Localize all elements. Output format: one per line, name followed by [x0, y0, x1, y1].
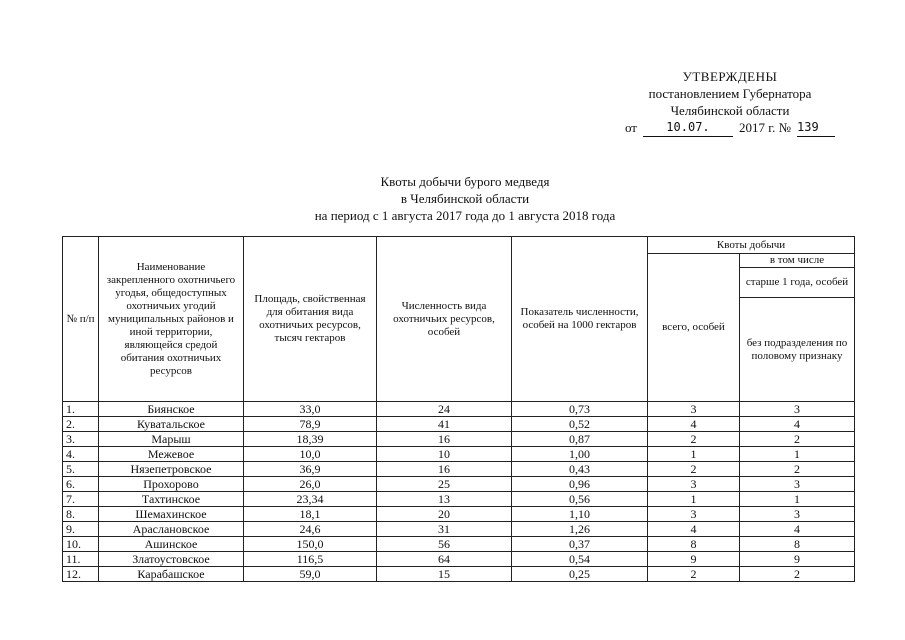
cell-adult: 3: [740, 402, 855, 417]
cell-name: Карабашское: [99, 567, 244, 582]
cell-density: 1,26: [512, 522, 648, 537]
title-line-2: в Челябинской области: [400, 191, 530, 206]
table-row: [63, 462, 855, 477]
cell-count: 64: [377, 552, 512, 567]
cell-adult: 4: [740, 417, 855, 432]
table-row: [63, 522, 855, 537]
header-including: в том числе: [740, 254, 855, 268]
cell-num: 8.: [63, 507, 99, 522]
cell-area: 36,9: [244, 462, 377, 477]
cell-name: Куватальское: [99, 417, 244, 432]
cell-count: 41: [377, 417, 512, 432]
cell-total: 2: [648, 462, 740, 477]
cell-adult: 1: [740, 492, 855, 507]
cell-adult: 1: [740, 447, 855, 462]
cell-num: 2.: [63, 417, 99, 432]
cell-total: 2: [648, 567, 740, 582]
header-name: Наименование закрепленного охотничьего угодья, общедоступных охотничьих угодий муниципальных районов и иной территории, являющейся средой обитания охотничьих ресурсов: [99, 237, 244, 402]
cell-num: 4.: [63, 447, 99, 462]
cell-count: 31: [377, 522, 512, 537]
cell-density: 0,96: [512, 477, 648, 492]
cell-density: 1,00: [512, 447, 648, 462]
cell-area: 33,0: [244, 402, 377, 417]
cell-area: 78,9: [244, 417, 377, 432]
approval-number: 139: [797, 119, 835, 137]
cell-count: 13: [377, 492, 512, 507]
cell-adult: 8: [740, 537, 855, 552]
cell-adult: 3: [740, 477, 855, 492]
table-row: [63, 507, 855, 522]
cell-area: 26,0: [244, 477, 377, 492]
cell-total: 4: [648, 417, 740, 432]
cell-count: 24: [377, 402, 512, 417]
cell-adult: 3: [740, 507, 855, 522]
cell-num: 11.: [63, 552, 99, 567]
approval-line-1: постановлением Губернатора: [648, 86, 812, 101]
cell-name: Нязепетровское: [99, 462, 244, 477]
header-adults: старше 1 года, особей: [740, 268, 855, 298]
cell-adult: 2: [740, 462, 855, 477]
cell-total: 1: [648, 492, 740, 507]
table-row: [63, 552, 855, 567]
cell-count: 56: [377, 537, 512, 552]
quota-table: [62, 236, 855, 582]
cell-area: 24,6: [244, 522, 377, 537]
cell-density: 0,52: [512, 417, 648, 432]
cell-area: 59,0: [244, 567, 377, 582]
cell-name: Златоустовское: [99, 552, 244, 567]
cell-name: Прохорово: [99, 477, 244, 492]
cell-name: Биянское: [99, 402, 244, 417]
cell-total: 3: [648, 477, 740, 492]
cell-density: 0,54: [512, 552, 648, 567]
approval-heading: УТВЕРЖДЕНЫ: [682, 69, 778, 84]
cell-area: 116,5: [244, 552, 377, 567]
cell-density: 0,73: [512, 402, 648, 417]
cell-count: 15: [377, 567, 512, 582]
cell-total: 4: [648, 522, 740, 537]
header-total: всего, особей: [648, 254, 740, 402]
table-row: [63, 567, 855, 582]
cell-name: Межевое: [99, 447, 244, 462]
table-header: [63, 237, 855, 402]
cell-area: 18,39: [244, 432, 377, 447]
approval-block: [600, 68, 860, 137]
cell-density: 1,10: [512, 507, 648, 522]
cell-area: 150,0: [244, 537, 377, 552]
header-no-split: без подразделения по половому признаку: [740, 298, 855, 402]
cell-total: 1: [648, 447, 740, 462]
date-prefix: от: [624, 120, 637, 135]
cell-num: 9.: [63, 522, 99, 537]
table-row: [63, 402, 855, 417]
cell-area: 10,0: [244, 447, 377, 462]
cell-num: 1.: [63, 402, 99, 417]
title-line-1: Квоты добычи бурого медведя: [380, 174, 550, 189]
cell-num: 3.: [63, 432, 99, 447]
cell-total: 9: [648, 552, 740, 567]
cell-count: 25: [377, 477, 512, 492]
header-count: Численность вида охотничьих ресурсов, особей: [377, 237, 512, 402]
cell-total: 3: [648, 402, 740, 417]
cell-adult: 2: [740, 567, 855, 582]
cell-adult: 9: [740, 552, 855, 567]
cell-area: 23,34: [244, 492, 377, 507]
cell-density: 0,25: [512, 567, 648, 582]
header-quota-group: Квоты добычи: [648, 237, 855, 254]
table-row: [63, 417, 855, 432]
cell-total: 2: [648, 432, 740, 447]
cell-num: 6.: [63, 477, 99, 492]
cell-name: Ашинское: [99, 537, 244, 552]
table-row: [63, 537, 855, 552]
header-area: Площадь, свойственная для обитания вида охотничьих ресурсов, тысяч гектаров: [244, 237, 377, 402]
cell-total: 3: [648, 507, 740, 522]
cell-total: 8: [648, 537, 740, 552]
cell-density: 0,43: [512, 462, 648, 477]
cell-count: 16: [377, 462, 512, 477]
cell-name: Марыш: [99, 432, 244, 447]
cell-num: 7.: [63, 492, 99, 507]
cell-count: 10: [377, 447, 512, 462]
cell-adult: 2: [740, 432, 855, 447]
document-title: [200, 173, 730, 224]
table-row: [63, 477, 855, 492]
title-line-3: на период с 1 августа 2017 года до 1 августа 2018 года: [314, 208, 616, 223]
table-row: [63, 432, 855, 447]
cell-density: 0,37: [512, 537, 648, 552]
cell-area: 18,1: [244, 507, 377, 522]
cell-name: Тахтинское: [99, 492, 244, 507]
table-body: [63, 402, 855, 582]
cell-num: 12.: [63, 567, 99, 582]
cell-count: 16: [377, 432, 512, 447]
cell-num: 5.: [63, 462, 99, 477]
approval-date: 10.07.: [643, 119, 733, 137]
header-num: № п/п: [63, 237, 99, 402]
table-row: [63, 492, 855, 507]
cell-name: Араслановское: [99, 522, 244, 537]
cell-num: 10.: [63, 537, 99, 552]
table-row: [63, 447, 855, 462]
cell-density: 0,87: [512, 432, 648, 447]
header-density: Показатель численности, особей на 1000 гектаров: [512, 237, 648, 402]
cell-density: 0,56: [512, 492, 648, 507]
year-suffix: 2017 г. №: [738, 120, 792, 135]
cell-name: Шемахинское: [99, 507, 244, 522]
approval-date-line: [600, 119, 860, 137]
approval-line-2: Челябинской области: [670, 103, 790, 118]
cell-adult: 4: [740, 522, 855, 537]
cell-count: 20: [377, 507, 512, 522]
